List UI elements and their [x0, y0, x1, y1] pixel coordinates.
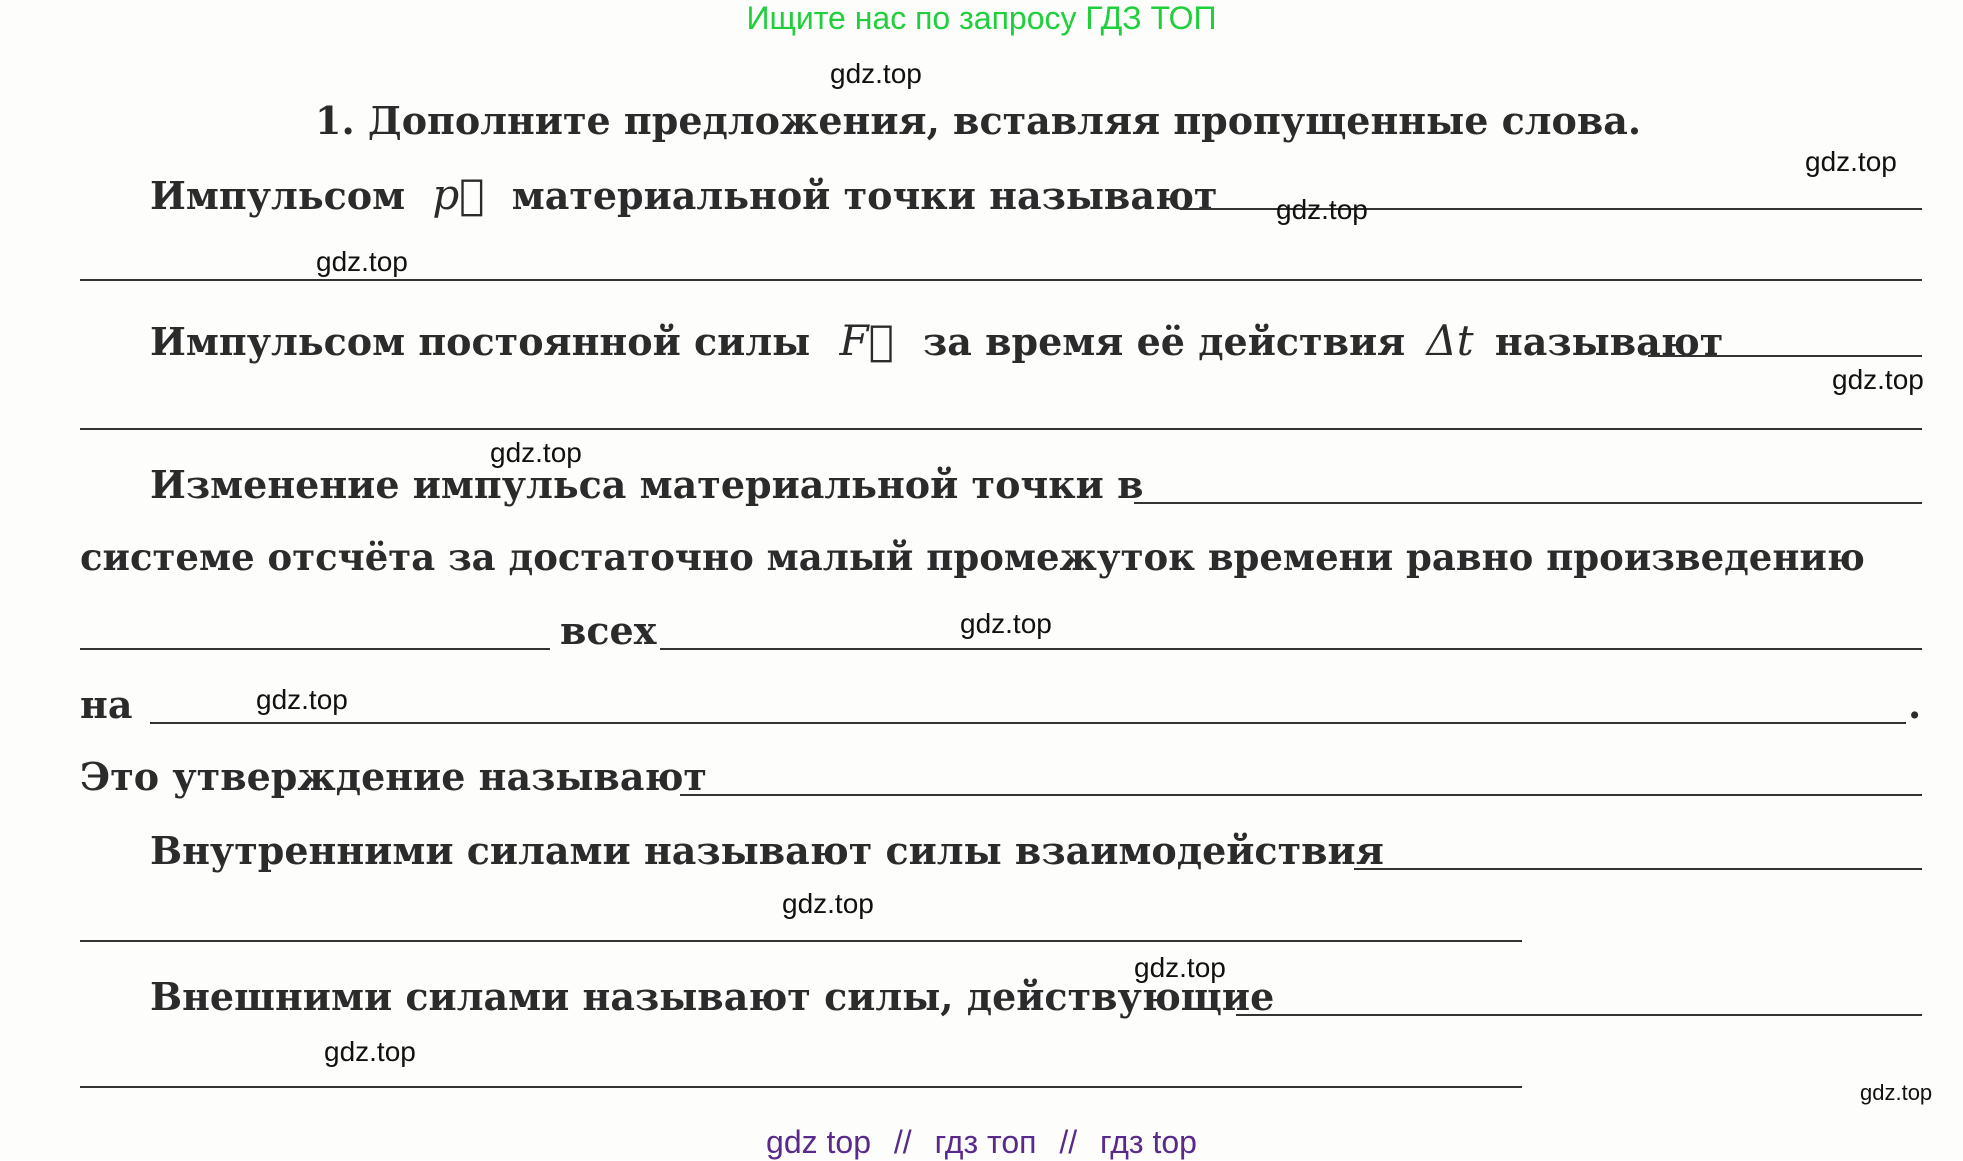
sentence-momentum-change-line1: Изменение импульса материальной точки в	[150, 462, 1144, 507]
answer-blank[interactable]	[80, 940, 1522, 942]
search-hint-link[interactable]: Ищите нас по запросу ГДЗ ТОП	[746, 0, 1217, 36]
watermark: gdz.top	[1276, 194, 1368, 225]
force-symbol: F⃗	[839, 316, 894, 365]
answer-blank[interactable]	[80, 648, 550, 650]
footer-link-gdz-top-ru[interactable]: гдз топ	[934, 1124, 1037, 1160]
delta-t-symbol: Δt	[1426, 316, 1474, 365]
watermark: gdz.top	[256, 684, 348, 715]
footer-separator: //	[1059, 1124, 1078, 1160]
answer-blank[interactable]	[150, 722, 1906, 724]
sentence-momentum-change-line2: системе отсчёта за достаточно малый промежуток времени равно произведению	[80, 535, 1865, 579]
text-segment: Импульсом постоянной силы	[150, 319, 811, 364]
text-segment: Импульсом	[150, 173, 406, 218]
sentence-momentum-definition	[150, 170, 1217, 219]
answer-blank[interactable]	[1354, 868, 1922, 870]
footer-separator: //	[893, 1124, 912, 1160]
sentence-law-name: Это утверждение называют	[80, 754, 707, 799]
task-title: 1. Дополните предложения, вставляя пропущенные слова.	[315, 98, 1642, 143]
answer-blank[interactable]	[1236, 1014, 1922, 1016]
answer-blank[interactable]	[80, 279, 1922, 281]
watermark: gdz.top	[1134, 952, 1226, 983]
answer-blank[interactable]	[80, 1086, 1522, 1088]
footer-link-gdz-top-mixed[interactable]: гдз top	[1100, 1124, 1197, 1160]
footer-links	[0, 1124, 1963, 1161]
text-segment: за время её действия	[923, 319, 1406, 364]
watermark: gdz.top	[960, 608, 1052, 639]
sentence-external-forces: Внешними силами называют силы, действующие	[150, 974, 1275, 1019]
sentence-momentum-change-line3: всех	[560, 608, 657, 653]
watermark: gdz.top	[1860, 1080, 1933, 1105]
momentum-symbol: p⃗	[432, 170, 485, 219]
footer-link-gdz-top[interactable]: gdz top	[766, 1124, 871, 1160]
answer-blank[interactable]	[660, 648, 1922, 650]
sentence-force-impulse	[150, 316, 1723, 365]
sentence-internal-forces: Внутренними силами называют силы взаимодействия	[150, 828, 1384, 873]
watermark: gdz.top	[782, 888, 874, 919]
watermark: gdz.top	[1832, 364, 1924, 395]
watermark: gdz.top	[1805, 146, 1897, 177]
sentence-end-period: .	[1908, 682, 1922, 727]
answer-blank[interactable]	[1134, 502, 1922, 504]
answer-blank[interactable]	[1648, 355, 1922, 357]
watermark: gdz.top	[490, 437, 582, 468]
text-segment: материальной точки называют	[511, 173, 1218, 218]
answer-blank[interactable]	[680, 794, 1922, 796]
answer-blank[interactable]	[80, 428, 1922, 430]
text-segment: называют	[1494, 319, 1724, 364]
watermark: gdz.top	[324, 1036, 416, 1067]
watermark: gdz.top	[830, 58, 922, 89]
watermark: gdz.top	[316, 246, 408, 277]
sentence-momentum-change-line4: на	[80, 682, 133, 727]
